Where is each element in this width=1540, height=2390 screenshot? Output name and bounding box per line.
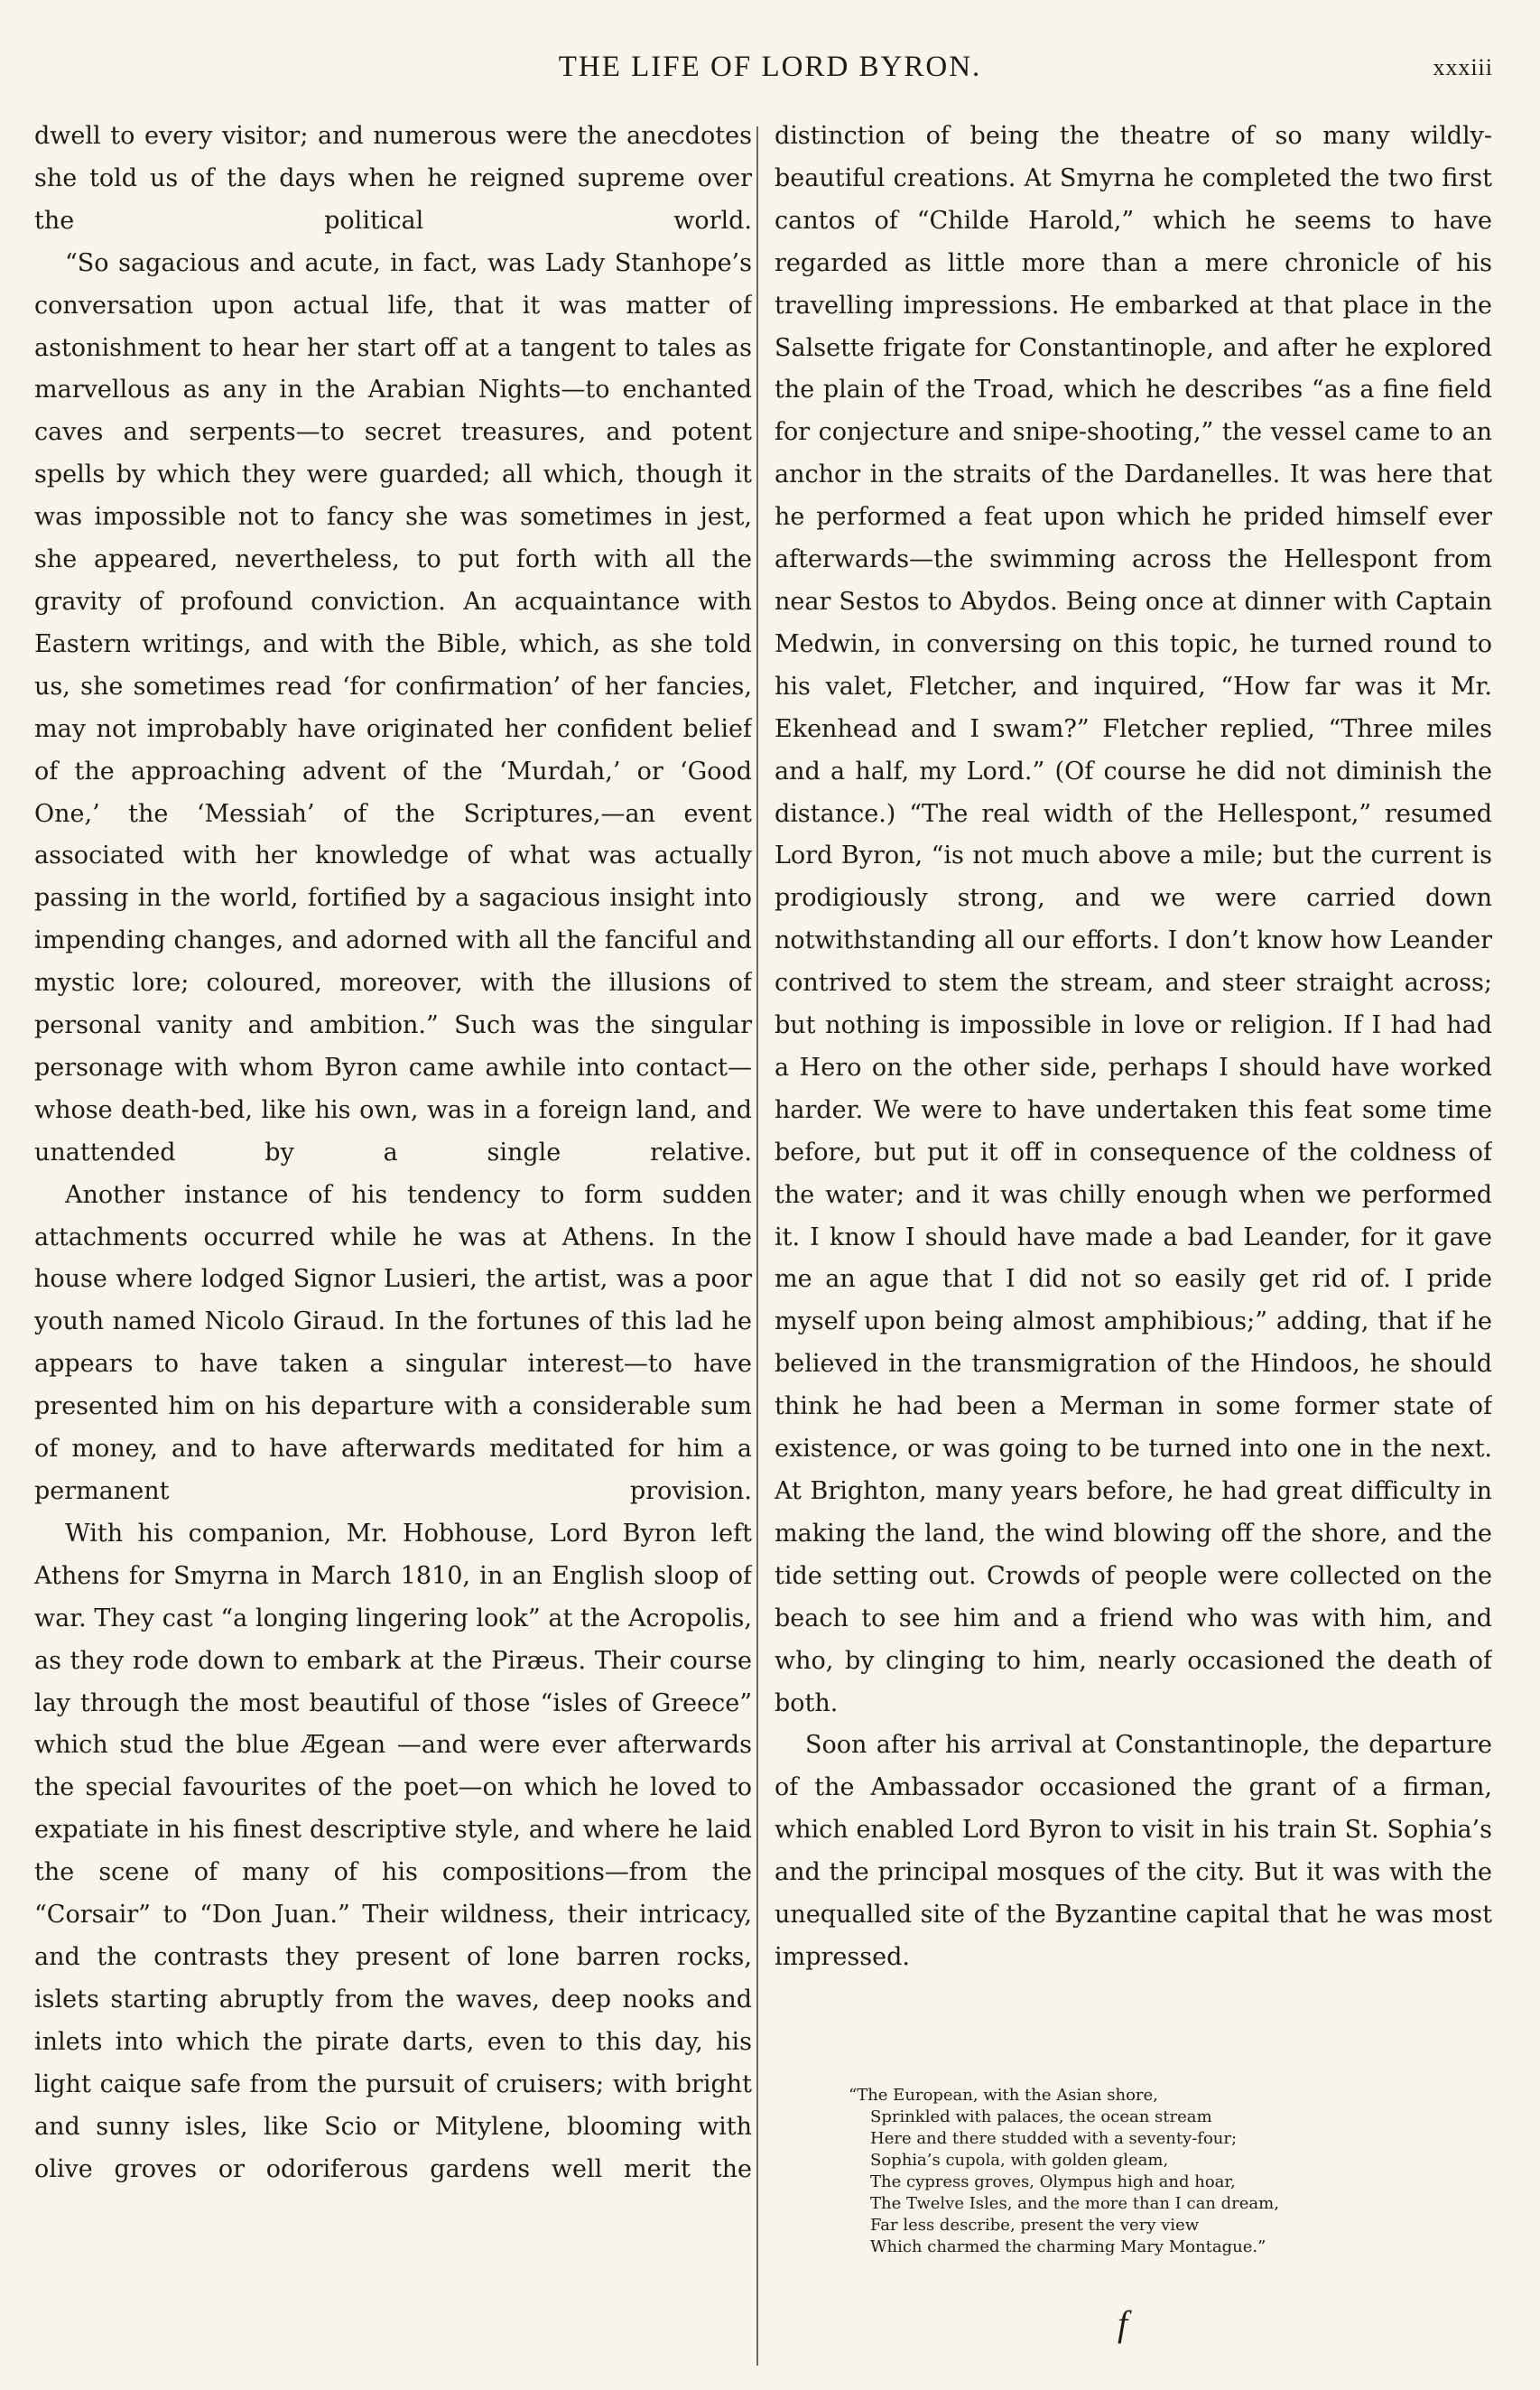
verse-line: “The European, with the Asian shore, [849, 2086, 1158, 2105]
paragraph: distinction of being the theatre of so many wildly-beautiful creations. At Smyrna he completed the two first cantos of “Childe Harold,” which he seems to have regarded as little more than a mere chronicle of his travelling impressions. He embarked at that place in the Salsette frigate for Constantinople, and after he explored the plain of the Troad, which he describes “as a fine field for conjecture and snipe-shooting,” the vessel came to an anchor in the straits of the Dardanelles. It was here that he performed a feat upon which he prided himself ever afterwards—the swimming across the Hellespont from near Sestos to Abydos. Being once at dinner with Captain Medwin, in conversing on this topic, he turned round to his valet, Fletcher, and inquired, “How far was it Mr. Ekenhead and I swam?” Fletcher replied, “Three miles and a half, my Lord.” (Of course he did not diminish the distance.) “The real width of the Hellespont,” resumed Lord Byron, “is not much above a mile; but the current is prodigiously strong, and we were carried down notwithstanding all our efforts. I don’t know how Leander contrived to stem the stream, and steer straight across; but nothing is impossible in love or religion. If I had had a Hero on the other side, perhaps I should have worked harder. We were to have undertaken this feat some time before, but put it off in consequence of the coldness of the water; and it was chilly enough when we performed it. I know I should have made a bad Leander, for it gave me an ague that I did not so easily get rid of. I pride myself upon being almost amphibious;” adding, that if he believed in the transmigration of the Hindoos, he should think he had been a Merman in some former state of existence, or was going to be turned into one in the next. At Brighton, many years before, he had great difficulty in making the land, the wind blowing off the shore, and the tide setting out. Crowds of people were collected on the beach to see him and a friend who was with him, and who, by clinging to him, nearly occasioned the death of both. [775, 122, 1492, 1717]
running-title: THE LIFE OF LORD BYRON. [558, 51, 982, 83]
verse-line: Here and there studded with a seventy-four; [870, 2129, 1238, 2148]
paragraph: Another instance of his tendency to form sudden attachments occurred while he was at Athens. In the house where lodged Signor Lusieri, the artist, was a poor youth named Nicolo Giraud. In the fortunes of this lad he appears to have taken a singular interest—to have presented him on his departure with a considerable sum of money, and to have afterwards meditated for him a permanent provision. [34, 1180, 752, 1505]
verse-line: Sophia’s cupola, with golden gleam, [870, 2151, 1169, 2170]
verse-line: The cypress groves, Olympus high and hoar, [870, 2172, 1236, 2191]
page-header [0, 43, 1540, 98]
verse-line: Sprinkled with palaces, the ocean stream [870, 2107, 1212, 2126]
signature-mark: f [1118, 2303, 1128, 2344]
paragraph: With his companion, Mr. Hobhouse, Lord Byron left Athens for Smyrna in March 1810, in an English sloop of war. They cast “a longing lingering look” at the Acropolis, as they rode down to embark at the Piræus. Their course lay through the most beautiful of those “isles of Greece” which stud the blue Ægean —and were ever afterwards the special favourites of the poet—on which he loved to expatiate in his finest descriptive style, and where he laid the scene of many of his compositions—from the “Corsair” to “Don Juan.” Their wildness, their intricacy, and the contrasts they present of lone barren rocks, islets starting abruptly from the waves, deep nooks and inlets into which the pirate darts, even to this day, his light caique safe from the pursuit of cruisers; with bright and sunny isles, like Scio or Mitylene, blooming with olive groves or odoriferous gardens well merit the [34, 1519, 752, 2183]
right-column [775, 116, 1492, 2048]
left-column [34, 116, 752, 2319]
page-number: xxxiii [1433, 54, 1493, 80]
paragraph: “So sagacious and acute, in fact, was Lady Stanhope’s conversation upon actual life, that it was matter of astonishment to hear her start off at a tangent to tales as marvellous as any in the Arabian Nights—to enchanted caves and serpents—to secret treasures, and potent spells by which they were guarded; all which, though it was impossible not to fancy she was sometimes in jest, she appeared, nevertheless, to put forth with all the gravity of profound conviction. An acquaintance with Eastern writings, and with the Bible, which, as she told us, she sometimes read ‘for confirmation’ of her fancies, may not improbably have originated her confident belief of the approaching advent of the ‘Murdah,’ or ‘Good One,’ the ‘Messiah’ of the Scriptures,—an event associated with her knowledge of what was actually passing in the world, fortified by a sagacious insight into impending changes, and adorned with all the fanciful and mystic lore; coloured, moreover, with the illusions of personal vanity and ambition.” Such was the singular personage with whom Byron came awhile into contact—whose death-bed, like his own, was in a foreign land, and unattended by a single relative. [34, 248, 752, 1167]
verse-line: Far less describe, present the very view [870, 2216, 1200, 2235]
verse-line: The Twelve Isles, and the more than I can dream, [870, 2194, 1279, 2213]
paragraph: dwell to every visitor; and numerous were the anecdotes she told us of the days when he reigned supreme over the political world. [34, 122, 752, 235]
column-divider [756, 126, 758, 2366]
verse-line: Which charmed the charming Mary Montague.” [870, 2237, 1266, 2256]
paragraph: Soon after his arrival at Constantinople, the departure of the Ambassador occasioned the grant of a firman, which enabled Lord Byron to visit in his train St. Sophia’s and the principal mosques of the city. But it was with the unequalled site of the Byzantine capital that he was most impressed. [775, 1731, 1492, 1971]
